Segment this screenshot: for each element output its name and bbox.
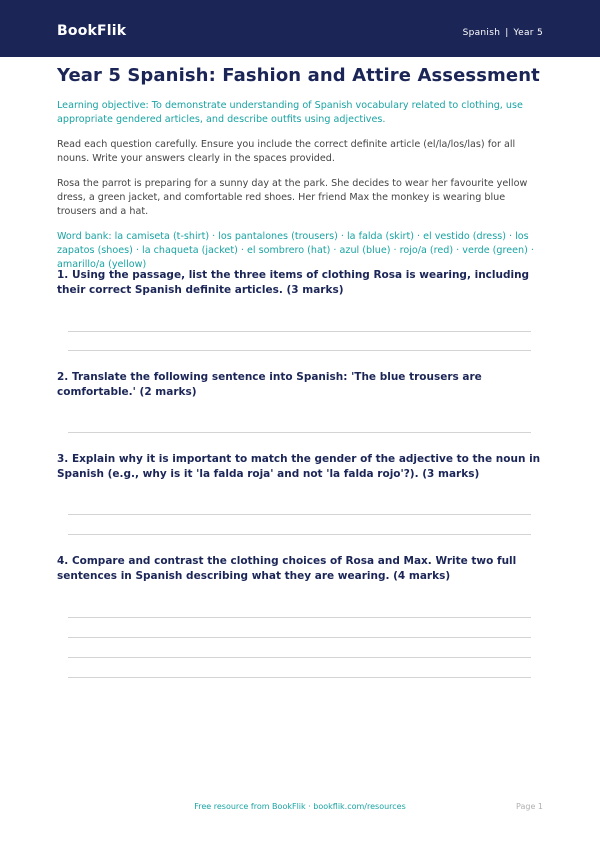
subject-breadcrumb — [463, 28, 543, 38]
answer-line[interactable] — [68, 637, 531, 638]
brand-logo[interactable]: BookFlik — [57, 23, 127, 39]
footer-resource-link[interactable]: Free resource from BookFlik · bookflik.com/resources — [194, 802, 406, 811]
subject-label: Spanish — [462, 28, 501, 38]
question-4: 4. Compare and contrast the clothing choices of Rosa and Max. Write two full sentences in Spanish describing what they are wearing. (4 marks) — [57, 555, 517, 582]
page-title: Year 5 Spanish: Fashion and Attire Assessment — [57, 65, 540, 86]
intro-section — [57, 64, 543, 272]
answer-line[interactable] — [68, 617, 531, 618]
answer-line[interactable] — [68, 350, 531, 351]
question-3: 3. Explain why it is important to match the gender of the adjective to the noun in Spanish (e.g., why is it 'la falda roja' and not 'la falda rojo'?). (3 marks) — [57, 453, 541, 480]
answer-line[interactable] — [68, 432, 531, 433]
instructions: Read each question carefully. Ensure you include the correct definite article (el/la/los/las) for all nouns. Write your answers clearly in the spaces provided. — [57, 139, 516, 164]
answer-line[interactable] — [68, 534, 531, 535]
question-2: 2. Translate the following sentence into Spanish: 'The blue trousers are comfortable.' (2 marks) — [57, 371, 482, 398]
breadcrumb-separator: | — [505, 28, 509, 38]
page-footer — [0, 802, 600, 814]
header-bar — [0, 0, 600, 57]
word-bank: Word bank: la camiseta (t-shirt) · los pantalones (trousers) · la falda (skirt) · el vestido (dress) · los zapatos (shoes) · la chaqueta (jacket) · el sombrero (hat) · azul (blue) · rojo/a (red) · verde (green) · amarillo/a (yellow) — [57, 231, 534, 270]
answer-line[interactable] — [68, 657, 531, 658]
answer-line[interactable] — [68, 331, 531, 332]
question-1: 1. Using the passage, list the three items of clothing Rosa is wearing, including their correct Spanish definite articles. (3 marks) — [57, 269, 530, 296]
page-number: Page 1 — [516, 802, 543, 811]
reading-passage: Rosa the parrot is preparing for a sunny day at the park. She decides to wear her favourite yellow dress, a green jacket, and comfortable red shoes. Her friend Max the monkey is wearing blue trousers and a hat. — [57, 178, 528, 217]
year-label: Year 5 — [513, 28, 543, 38]
answer-line[interactable] — [68, 677, 531, 678]
answer-line[interactable] — [68, 514, 531, 515]
learning-objective: Learning objective: To demonstrate understanding of Spanish vocabulary related to clothing, use appropriate gendered articles, and describe outfits using adjectives. — [57, 100, 523, 125]
